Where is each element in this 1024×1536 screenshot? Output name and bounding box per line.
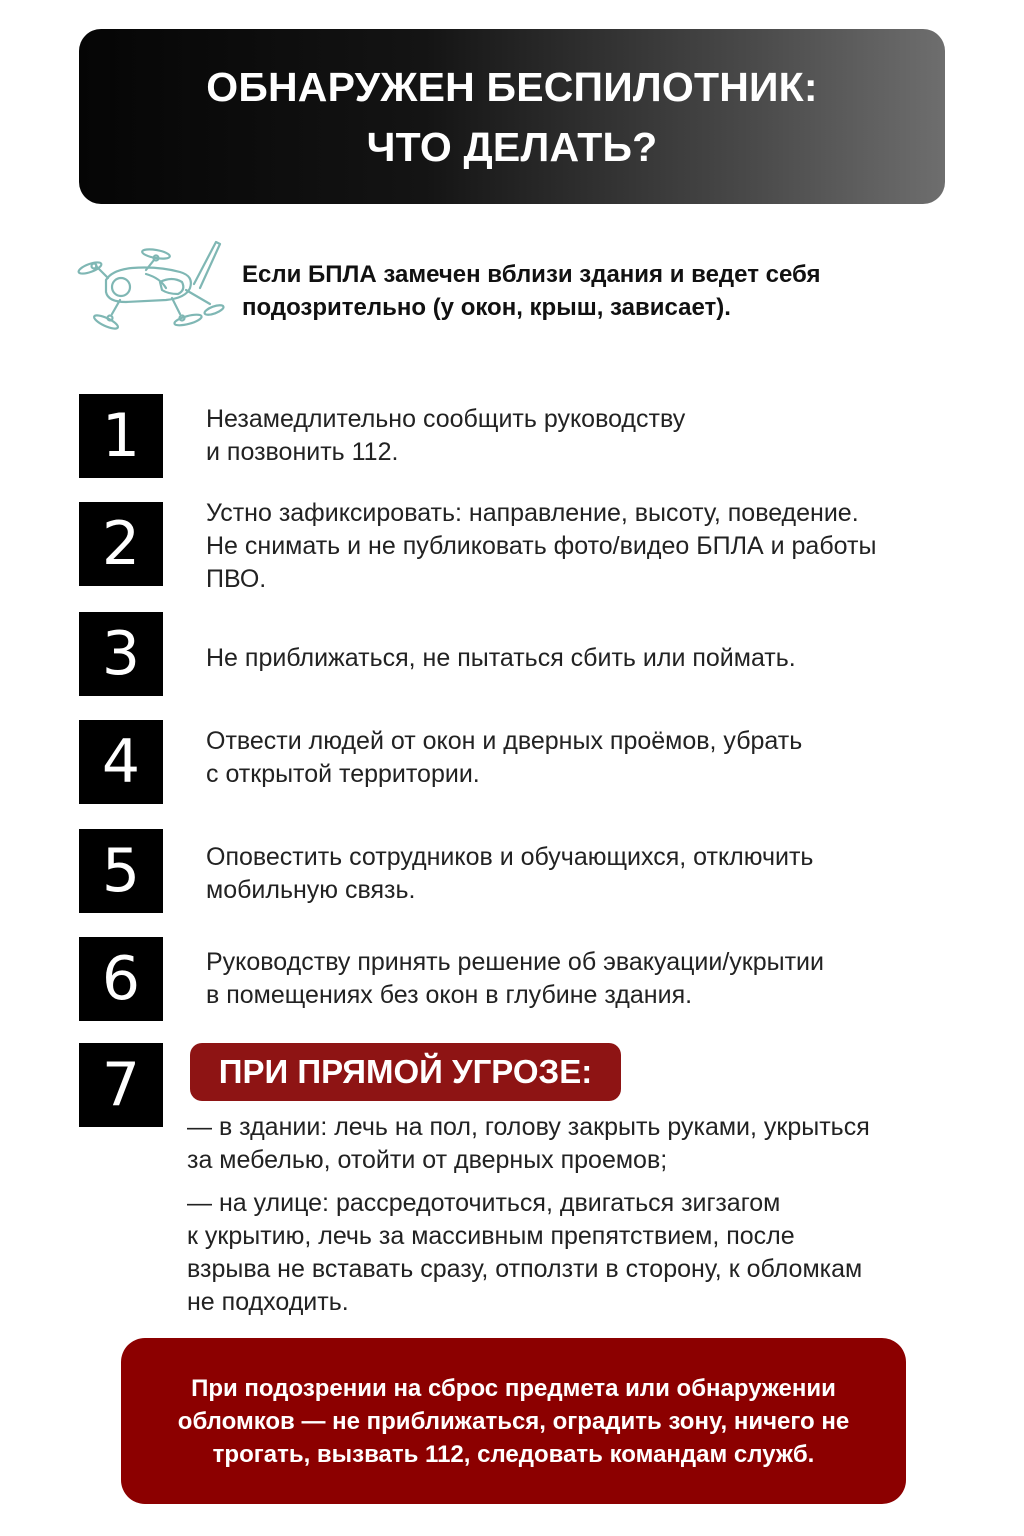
threat-indoors-line: за мебелью, отойти от дверных проемов;: [187, 1146, 668, 1174]
step-4-line: Отвести людей от окон и дверных проёмов, убрать: [206, 727, 803, 755]
step-text-4: [206, 725, 978, 791]
threat-outdoors-line: не подходить.: [187, 1288, 349, 1316]
intro-line1: Если БПЛА замечен вблизи здания и ведет себя: [242, 261, 821, 288]
page-title-line1: ОБНАРУЖЕН БЕСПИЛОТНИК:: [206, 63, 818, 110]
step-2-line: Устно зафиксировать: направление, высоту, поведение.: [206, 499, 859, 527]
step-text-6: [206, 946, 978, 1012]
step-text-1: [206, 403, 978, 469]
footer-line: обломков — не приближаться, оградить зону, ничего не: [177, 1407, 850, 1435]
header-banner: [79, 29, 945, 204]
step-text-3: [206, 642, 978, 675]
step-5-line: мобильную связь.: [206, 876, 416, 904]
step-number-3: 3: [79, 612, 163, 696]
step-4-line: с открытой территории.: [206, 760, 480, 788]
step-2-line: ПВО.: [206, 565, 267, 593]
step-number-1: 1: [79, 394, 163, 478]
step-number-6: 6: [79, 937, 163, 1021]
step-6-line: в помещениях без окон в глубине здания.: [206, 981, 693, 1009]
step-2-line: Не снимать и не публиковать фото/видео БПЛА и работы: [206, 532, 877, 560]
step-6-line: Руководству принять решение об эвакуации/укрытии: [206, 948, 824, 976]
footer-line: трогать, вызвать 112, следовать командам служб.: [212, 1440, 815, 1468]
threat-indoors-line: — в здании: лечь на пол, голову закрыть руками, укрыться: [187, 1113, 870, 1141]
page-title-line2: ЧТО ДЕЛАТЬ?: [366, 123, 658, 170]
threat-item-outdoors: [187, 1187, 967, 1319]
drone-icon: [76, 232, 226, 340]
threat-outdoors-line: взрыва не вставать сразу, отползти в сторону, к обломкам: [187, 1255, 863, 1283]
intro-line2: подозрительно (у окон, крыш, зависает).: [242, 294, 731, 321]
threat-outdoors-line: — на улице: рассредоточиться, двигаться зигзагом: [187, 1189, 781, 1217]
step-1-line: и позвонить 112.: [206, 438, 399, 466]
step-3-line: Не приближаться, не пытаться сбить или поймать.: [206, 644, 796, 672]
step-text-2: [206, 497, 978, 596]
step-number-7: 7: [79, 1043, 163, 1127]
step-number-5: 5: [79, 829, 163, 913]
step-number-4: 4: [79, 720, 163, 804]
footer-warning-box: [121, 1338, 906, 1504]
footer-line: При подозрении на сброс предмета или обнаружении: [191, 1374, 836, 1402]
step-text-5: [206, 841, 946, 907]
direct-threat-badge: ПРИ ПРЯМОЙ УГРОЗЕ:: [190, 1043, 621, 1101]
footer-warning-text: [134, 1372, 894, 1471]
step-5-line: Оповестить сотрудников и обучающихся, отключить: [206, 843, 814, 871]
threat-item-indoors: [187, 1111, 967, 1177]
intro-text: [242, 258, 942, 324]
step-number-2: 2: [79, 502, 163, 586]
threat-outdoors-line: к укрытию, лечь за массивным препятствием, после: [187, 1222, 795, 1250]
step-1-line: Незамедлительно сообщить руководству: [206, 405, 686, 433]
intro-section: [76, 232, 956, 342]
